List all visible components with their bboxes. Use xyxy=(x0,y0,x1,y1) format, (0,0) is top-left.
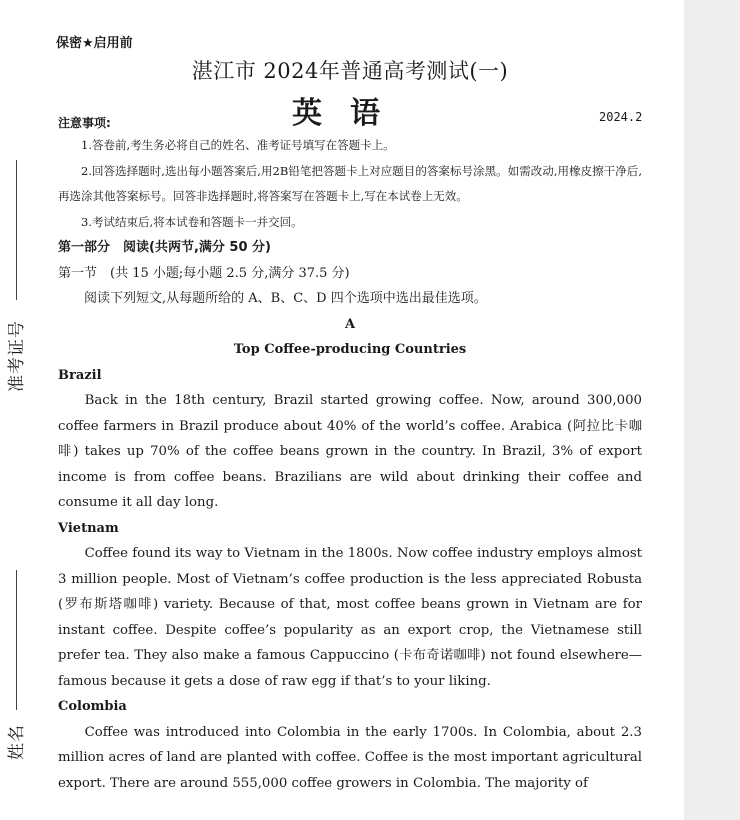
section-heading: 第一节 (共 15 小题;每小题 2.5 分,满分 37.5 分) xyxy=(58,265,350,281)
subject-title: 英语 xyxy=(292,96,408,131)
paragraph-brazil: Back in the 18th century, Brazil started growing coffee. Now, around 300,000 coffee farmers in Brazil produce about 40% of the world’s coffee. Arabica (阿拉比卡咖啡) takes up 70% of the coffee beans grown in the country. In Brazil, 3% of export income is from coffee beans. Brazilians are wild about drinking their coffee and consume it all day long. xyxy=(58,393,642,510)
margin-line-top xyxy=(16,160,17,300)
instruction: 阅读下列短文,从每题所给的 A、B、C、D 四个选项中选出最佳选项。 xyxy=(84,291,487,306)
exam-title: 湛江市 2024年普通高考测试(一) xyxy=(191,59,509,83)
exam-content xyxy=(58,133,642,796)
notice-item: 1.答卷前,考生务必将自己的姓名、准考证号填写在答题卡上。 xyxy=(81,138,395,152)
notice-item: 3.考试结束后,将本试卷和答题卡一并交回。 xyxy=(81,214,303,229)
confidential-mark: 保密★启用前 xyxy=(56,36,133,51)
passage-title: Top Coffee-producing Countries xyxy=(233,342,467,357)
margin-line-bottom xyxy=(16,570,17,710)
country-heading-brazil: Brazil xyxy=(58,367,102,383)
notice-title: 注意事项: xyxy=(58,116,111,130)
country-heading-vietnam: Vietnam xyxy=(58,520,119,536)
passage-letter: A xyxy=(344,316,356,332)
exam-date: 2024.2 xyxy=(599,110,643,124)
part-heading: 第一部分 阅读(共两节,满分 50 分) xyxy=(58,240,271,255)
name-label: 姓名 xyxy=(7,724,27,760)
exam-id-label: 准考证号 xyxy=(7,320,27,392)
notice-list xyxy=(58,133,642,235)
paragraph-colombia: Coffee was introduced into Colombia in the early 1700s. In Colombia, about 2.3 million acres of land are planted with coffee. Coffee is the most important agricultural export. There are around 555,000 coffee growers in Colombia. The majority of xyxy=(58,724,642,791)
paragraph-vietnam: Coffee found its way to Vietnam in the 1800s. Now coffee industry employs almost 3 million people. Most of Vietnam’s coffee production is the less appreciated Robusta (罗布斯塔咖啡) variety. Because of that, most coffee beans grown in Vietnam are for instant coffee. Despite coffee’s popularity as an export crop, the Vietnamese still prefer tea. They also make a famous Cappuccino (卡布奇诺咖啡) not found elsewhere—famous because it gets a dose of raw egg if that’s to your liking. xyxy=(58,546,642,689)
notice-item: 2.回答选择题时,选出每小题答案后,用2B铅笔把答题卡上对应题目的答案标号涂黑。如需改动,用橡皮擦干净后,再选涂其他答案标号。回答非选择题时,将答案写在答题卡上,写在本试卷上无效。 xyxy=(58,163,642,203)
country-heading-colombia: Colombia xyxy=(58,699,127,714)
